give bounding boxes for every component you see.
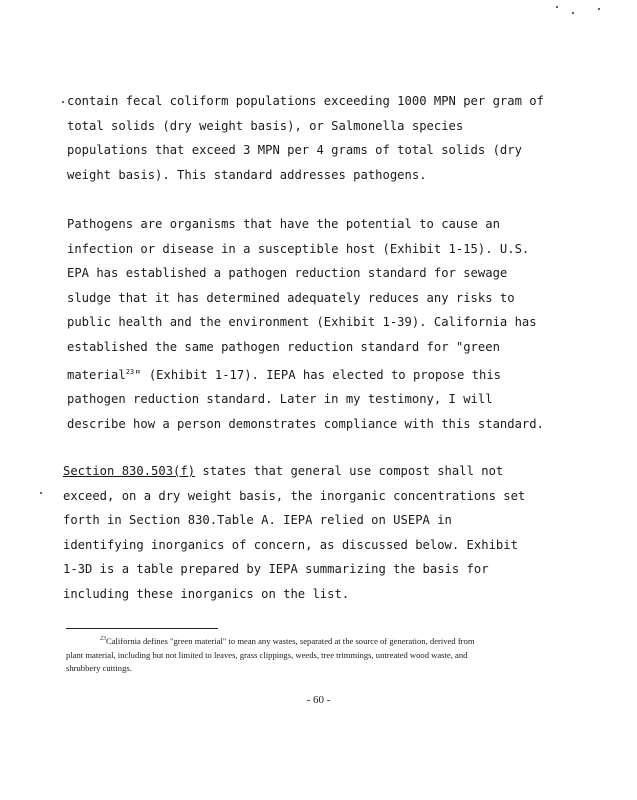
page-number: - 60 - — [306, 694, 331, 706]
text-line: contain fecal coliform populations exceeding 1000 MPN per gram of — [67, 94, 544, 108]
text-line: total solids (dry weight basis), or Salmonella species — [67, 118, 464, 133]
footnote-divider — [66, 628, 218, 629]
text-line: sludge that it has determined adequately reduces any risks to — [67, 290, 515, 305]
footnote — [66, 635, 566, 676]
scan-speck — [556, 6, 558, 8]
text-line-with-footnote-ref — [67, 360, 567, 388]
section-line-rest: states that general use compost shall not — [195, 464, 504, 478]
footnote-line — [66, 635, 566, 649]
text-line: pathogen reduction standard. Later in my testimony, I will — [67, 392, 493, 407]
text-line: infection or disease in a susceptible host (Exhibit 1-15). U.S. — [67, 241, 530, 256]
text-line: established the same pathogen reduction standard for "green — [67, 339, 500, 354]
text-line: public health and the environment (Exhibit 1-39). California has — [67, 315, 537, 330]
text-line: weight basis). This standard addresses pathogens. — [67, 167, 427, 182]
footnote-line: shrubbery cuttings. — [66, 663, 132, 673]
footnote-reference: 23 — [125, 367, 135, 376]
text-line: 1-3D is a table prepared by IEPA summarizing the basis for — [63, 562, 489, 577]
text-line: describe how a person demonstrates compliance with this standard. — [67, 416, 544, 431]
scan-speck — [40, 492, 42, 494]
green-material-text: material$^{23}$" (Exhibit 1-17). IEPA has elected to propose this — [67, 367, 502, 382]
text-line: EPA has established a pathogen reduction standard for sewage — [67, 266, 508, 281]
footnote-number: 23 — [100, 636, 106, 642]
text-line: Pathogens are organisms that have the potential to cause an — [67, 217, 500, 231]
text-line: including these inorganics on the list. — [63, 586, 350, 601]
text-line: forth in Section 830.Table A. IEPA relied on USEPA in — [63, 513, 452, 528]
text-line: populations that exceed 3 MPN per 4 grams of total solids (dry — [67, 143, 522, 158]
text-line: identifying inorganics of concern, as discussed below. Exhibit — [63, 537, 518, 552]
scan-speck — [572, 12, 574, 14]
paragraph-fecal-coliform — [67, 89, 567, 187]
paragraph-pathogens — [67, 212, 567, 436]
section-reference: Section 830.503(f) — [63, 464, 196, 478]
scan-speck — [62, 101, 64, 103]
paragraph-section-830-503 — [63, 459, 563, 607]
text-line: exceed, on a dry weight basis, the inorganic concentrations set — [63, 488, 526, 503]
text-line — [63, 459, 563, 484]
footnote-line: plant material, including but not limited to leaves, grass clippings, weeds, tree trimmings, untreated wood waste, and — [66, 649, 468, 660]
scan-speck — [598, 8, 600, 10]
footnote-text: California defines "green material" to mean any wastes, separated at the source of generation, derived from — [106, 636, 475, 646]
